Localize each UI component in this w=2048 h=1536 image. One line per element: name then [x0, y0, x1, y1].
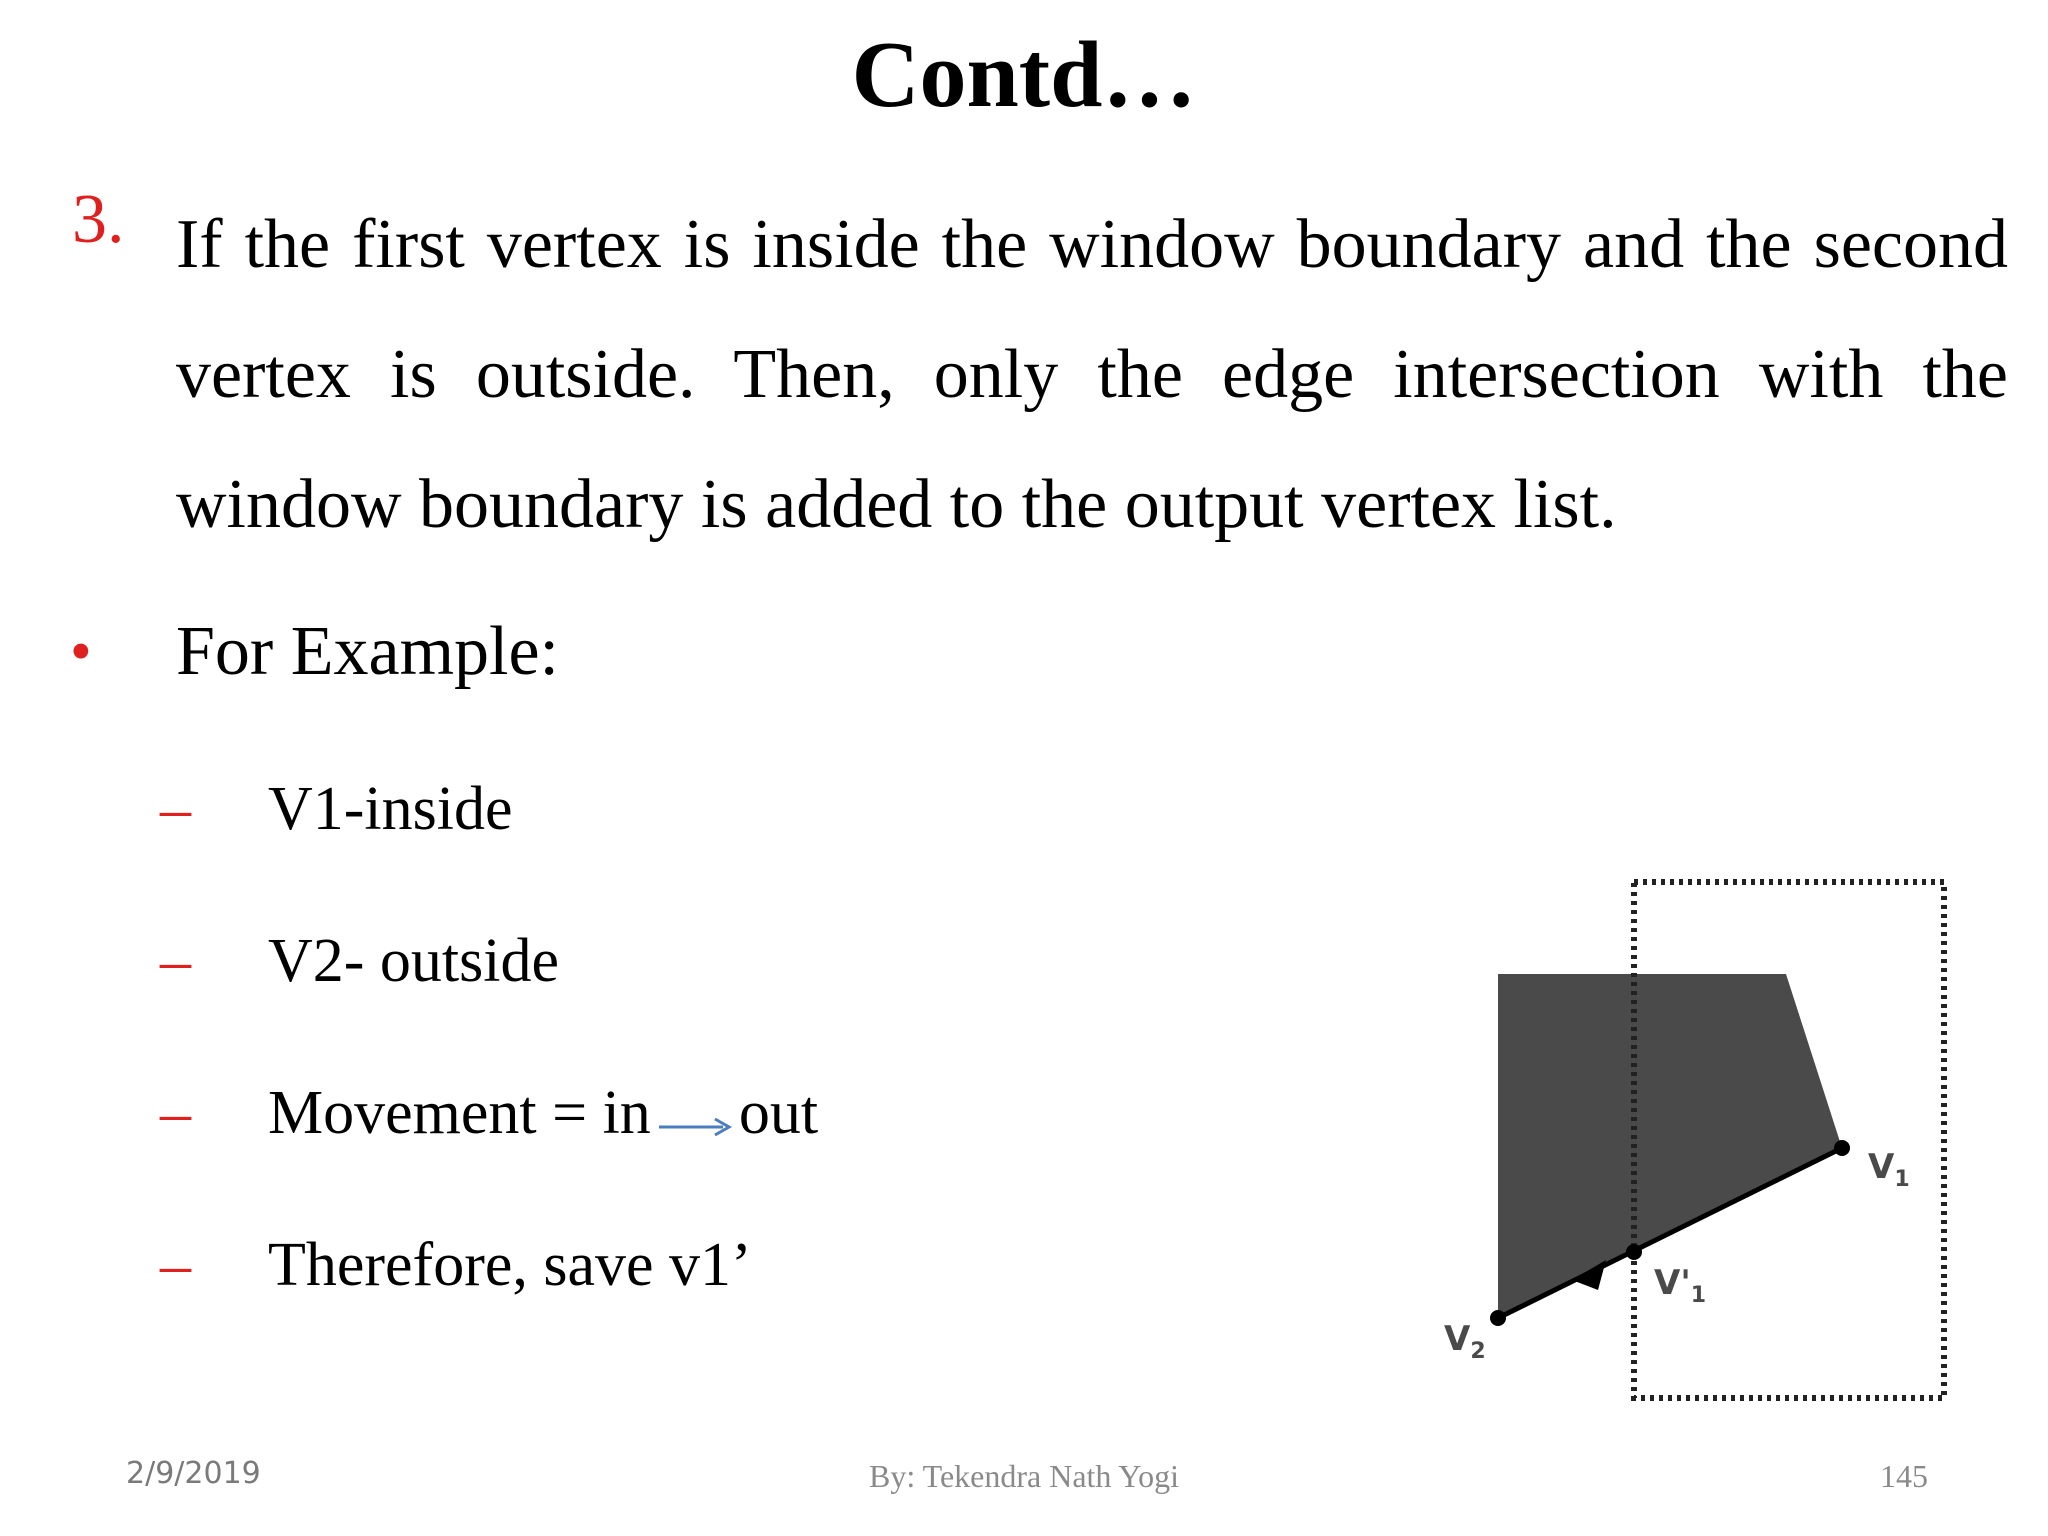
footer-author: By: Tekendra Nath Yogi: [868, 1458, 1180, 1494]
sub-item-therefore: Therefore, save v1’: [268, 1231, 752, 1299]
vertex-v1-prime: [1626, 1244, 1642, 1260]
item-number: 3.: [72, 181, 125, 258]
sub-item-v2-outside: V2- outside: [268, 927, 560, 995]
movement-suffix: out: [738, 1079, 819, 1147]
page-number: 145: [1880, 1458, 1928, 1494]
label-v1: $V_1$: [1868, 1147, 1910, 1192]
sub-item-movement: [268, 1078, 818, 1154]
vertex-v1: [1834, 1140, 1850, 1156]
sub-item-dash: –: [160, 1079, 191, 1147]
slide-title: Contd…: [851, 23, 1197, 127]
clipping-diagram: [1430, 860, 1990, 1420]
bullet-marker: •: [70, 618, 92, 686]
bullet-text: For Example:: [176, 613, 559, 690]
sub-item-dash: –: [160, 1231, 191, 1299]
item-paragraph: If the first vertex is inside the window boundary and the second vertex is outside. Then, only the edge intersection with the window boundary is added to the output vertex list.: [176, 206, 2008, 543]
sub-item-dash: –: [160, 775, 191, 843]
vertex-v2: [1490, 1310, 1506, 1326]
movement-prefix: Movement = in: [268, 1079, 651, 1147]
right-arrow-icon: [657, 1084, 733, 1154]
sub-item-dash: –: [160, 927, 191, 995]
footer-date: 2/9/2019: [126, 1456, 261, 1491]
sub-item-v1-inside: V1-inside: [268, 775, 513, 843]
label-v1-prime: $V'_1$: [1654, 1263, 1707, 1308]
label-v2: $V_2$: [1444, 1319, 1486, 1364]
